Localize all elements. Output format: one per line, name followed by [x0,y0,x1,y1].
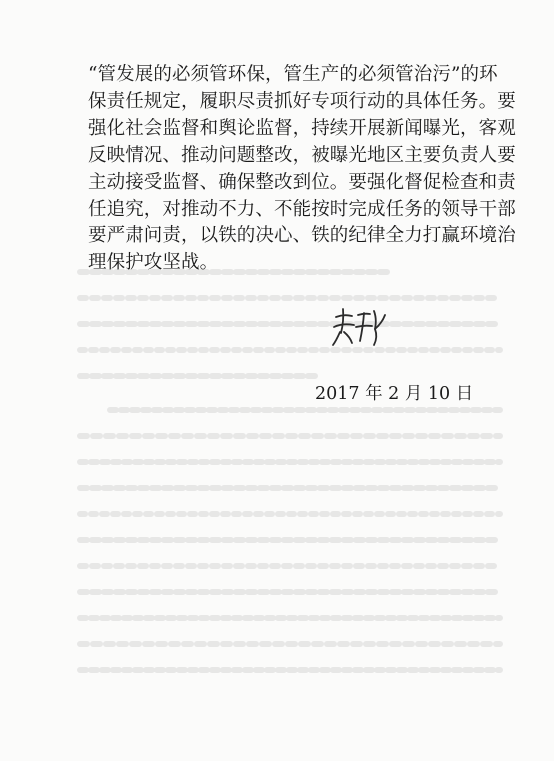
body-line: 反映情况、推动问题整改，被曝光地区主要负责人要 [88,144,516,166]
letter-body [88,62,516,277]
body-line: 强化社会监督和舆论监督，持续开展新闻曝光，客观 [88,117,516,139]
body-line: 任追究，对推动不力、不能按时完成任务的领导干部 [88,198,516,220]
handwritten-signature [330,305,388,349]
body-line: “管发展的必须管环保，管生产的必须管治污”的环 [88,64,498,85]
body-line: 主动接受监督、确保整改到位。要强化督促检查和责 [88,171,516,193]
body-line: 要严肃问责，以铁的决心、铁的纪律全力打赢环境治 [88,225,516,247]
letter-date: 2017 年 2 月 10 日 [315,384,474,404]
body-line: 理保护攻坚战。 [88,252,219,274]
bleed-through-texture [60,250,530,710]
body-line: 保责任规定，履职尽责抓好专项行动的具体任务。要 [88,90,516,112]
